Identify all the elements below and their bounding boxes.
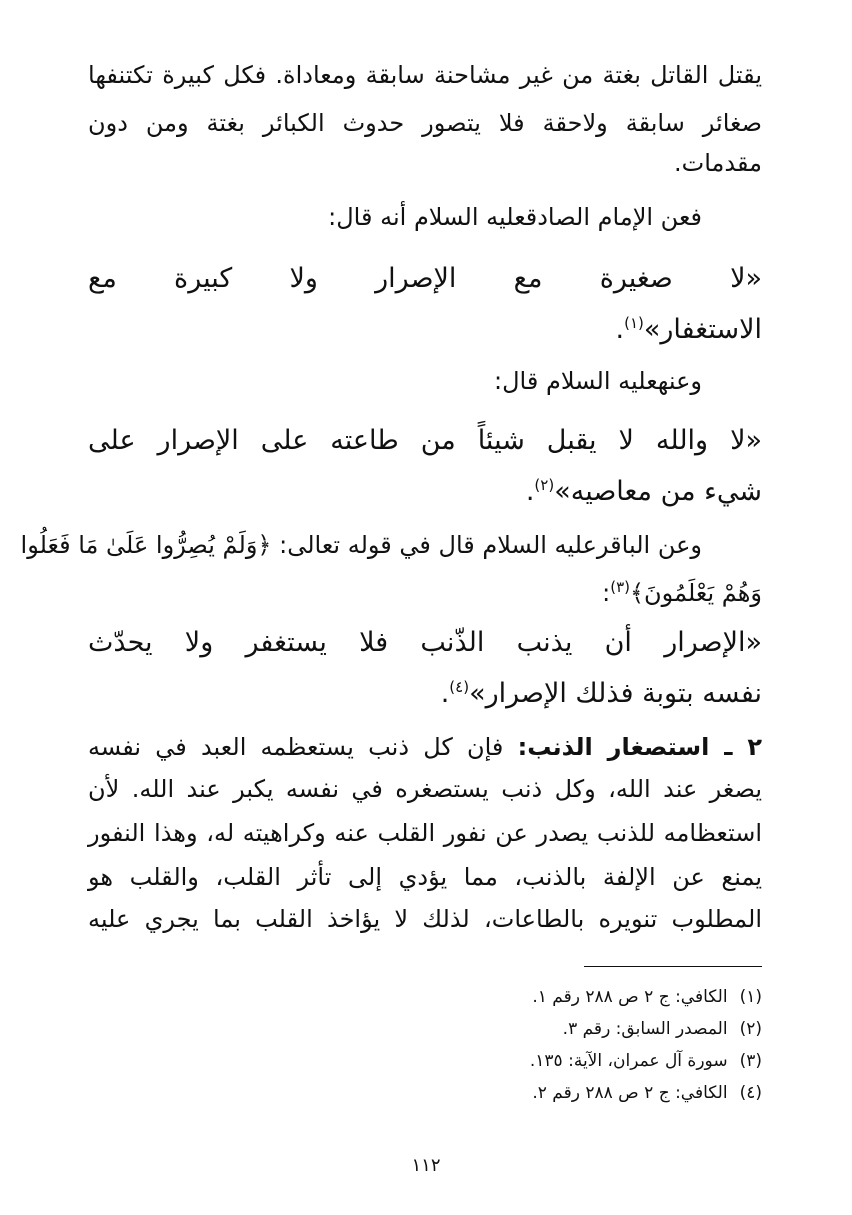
body-text: فإن كل ذنب يستعظمه العبد في نفسه (88, 733, 504, 761)
punctuation: : (602, 579, 611, 607)
body-text-line: استعظامه للذنب يصدر عن نفور القلب عنه وكراهيته له، وهذا النفور (88, 819, 762, 847)
hadith-quote-line (88, 306, 762, 347)
footnote-text: سورة آل عمران، الآية: ١٣٥. (529, 1051, 728, 1071)
footnote-ref: (٤) (449, 678, 470, 696)
footnote (532, 986, 762, 1008)
hadith-quote-text: شيء من معاصيه» (554, 476, 762, 507)
body-text-line: المطلوب تنويره بالطاعات، لذلك لا يؤاخذ القلب بما يجري عليه (88, 905, 762, 933)
footnote-ref: (٣) (610, 578, 630, 596)
hadith-quote-text: الاستغفار» (643, 314, 762, 345)
footnote (530, 1050, 762, 1072)
footnote-text: المصدر السابق: رقم ٣. (562, 1019, 728, 1039)
body-text-line: صغائر سابقة ولاحقة فلا يتصور حدوث الكبائر بغتة ومن دون (88, 109, 762, 137)
footnote-ref: (٢) (534, 476, 555, 494)
punctuation: . (440, 678, 450, 709)
body-text-line: مقدمات. (674, 149, 762, 177)
narration-intro (88, 570, 762, 610)
hadith-quote-line: «الإصرار أن يذنب الذّنب فلا يستغفر ولا يحدّث (88, 627, 762, 658)
body-text-line: يمنع عن الإلفة بالذنب، مما يؤدي إلى تأثر القلب، والقلب هو (88, 863, 762, 891)
punctuation: . (615, 314, 625, 345)
body-text-line: يصغر عند الله، وكل ذنب يستصغره في نفسه يكبر عند الله. لأن (88, 775, 762, 803)
narration-intro: وعنهعليه السلام قال: (494, 367, 702, 395)
section-heading: ٢ ـ استصغار الذنب: (517, 733, 762, 761)
narration-intro: وعن الباقرعليه السلام قال في قوله تعالى: ﴿وَلَمْ يُصِرُّوا عَلَىٰ مَا فَعَلُوا (20, 531, 702, 559)
hadith-quote-line: «لا والله لا يقبل شيئاً من طاعته على الإصرار على (88, 425, 762, 456)
hadith-quote-line: «لا صغيرة مع الإصرار ولا كبيرة مع (88, 263, 762, 294)
section-first-line (88, 730, 762, 764)
page-number: ١١٢ (411, 1155, 441, 1176)
body-text-line: يقتل القاتل بغتة من غير مشاحنة سابقة ومعاداة. فكل كبيرة تكتنفها (88, 61, 762, 89)
narration-intro: فعن الإمام الصادقعليه السلام أنه قال: (328, 203, 702, 231)
punctuation: . (525, 476, 535, 507)
footnote-ref: (١) (624, 314, 644, 332)
footnote (532, 1082, 762, 1104)
footnote-number: (٢) (739, 1019, 762, 1039)
footnote-text: الكافي: ج ٢ ص ٢٨٨ رقم ١. (532, 987, 728, 1007)
footnote-number: (١) (739, 987, 762, 1007)
hadith-quote-line (88, 468, 762, 509)
hadith-quote-line (88, 670, 762, 711)
hadith-quote-text: نفسه بتوبة فذلك الإصرار» (469, 678, 762, 709)
footnote-number: (٣) (739, 1051, 762, 1071)
footnote-text: الكافي: ج ٢ ص ٢٨٨ رقم ٢. (532, 1083, 728, 1103)
quran-verse: وَهُمْ يَعْلَمُونَ﴾ (629, 579, 762, 607)
footnote-number: (٤) (739, 1083, 762, 1103)
footnote-separator (584, 966, 762, 967)
footnote (563, 1018, 762, 1040)
